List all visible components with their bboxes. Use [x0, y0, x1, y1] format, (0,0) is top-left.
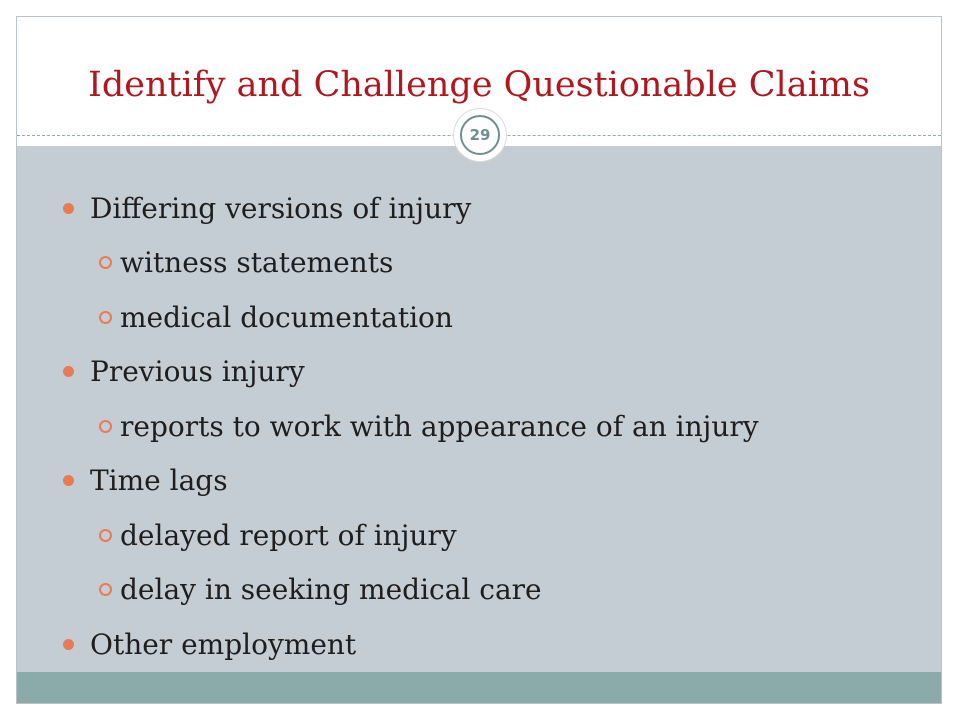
sub-bullet-text: witness statements — [120, 246, 394, 280]
bullet-item — [63, 181, 901, 236]
sub-bullet-text: reports to work with appearance of an injury — [120, 409, 759, 443]
bullet-ring-icon — [99, 529, 112, 542]
bullet-ring-icon — [99, 583, 112, 596]
footer-bar — [17, 672, 941, 704]
bullet-list — [63, 181, 901, 672]
bullet-text: Time lags — [90, 464, 228, 498]
bullet-text: Other employment — [90, 627, 357, 661]
sub-bullet-item — [63, 563, 901, 618]
bullet-dot-icon — [63, 475, 74, 486]
sub-bullet-item — [63, 399, 901, 454]
bullet-dot-icon — [63, 203, 74, 214]
sub-bullet-text: delay in seeking medical care — [120, 573, 542, 607]
slide-title: Identify and Challenge Questionable Claims — [88, 65, 870, 105]
bullet-item — [63, 454, 901, 509]
page-number-badge — [454, 109, 506, 161]
bullet-ring-icon — [99, 420, 112, 433]
bullet-ring-icon — [99, 256, 112, 269]
slide — [16, 16, 942, 704]
sub-bullet-text: delayed report of injury — [120, 518, 457, 552]
sub-bullet-item — [63, 508, 901, 563]
bullet-text: Differing versions of injury — [90, 191, 472, 225]
sub-bullet-item — [63, 290, 901, 345]
sub-bullet-text: medical documentation — [120, 300, 453, 334]
bullet-item — [63, 345, 901, 400]
page-number: 29 — [460, 115, 500, 155]
bullet-text: Previous injury — [90, 355, 305, 389]
bullet-ring-icon — [99, 311, 112, 324]
bullet-dot-icon — [63, 366, 74, 377]
bullet-item — [63, 617, 901, 672]
bullet-dot-icon — [63, 639, 74, 650]
sub-bullet-item — [63, 236, 901, 291]
